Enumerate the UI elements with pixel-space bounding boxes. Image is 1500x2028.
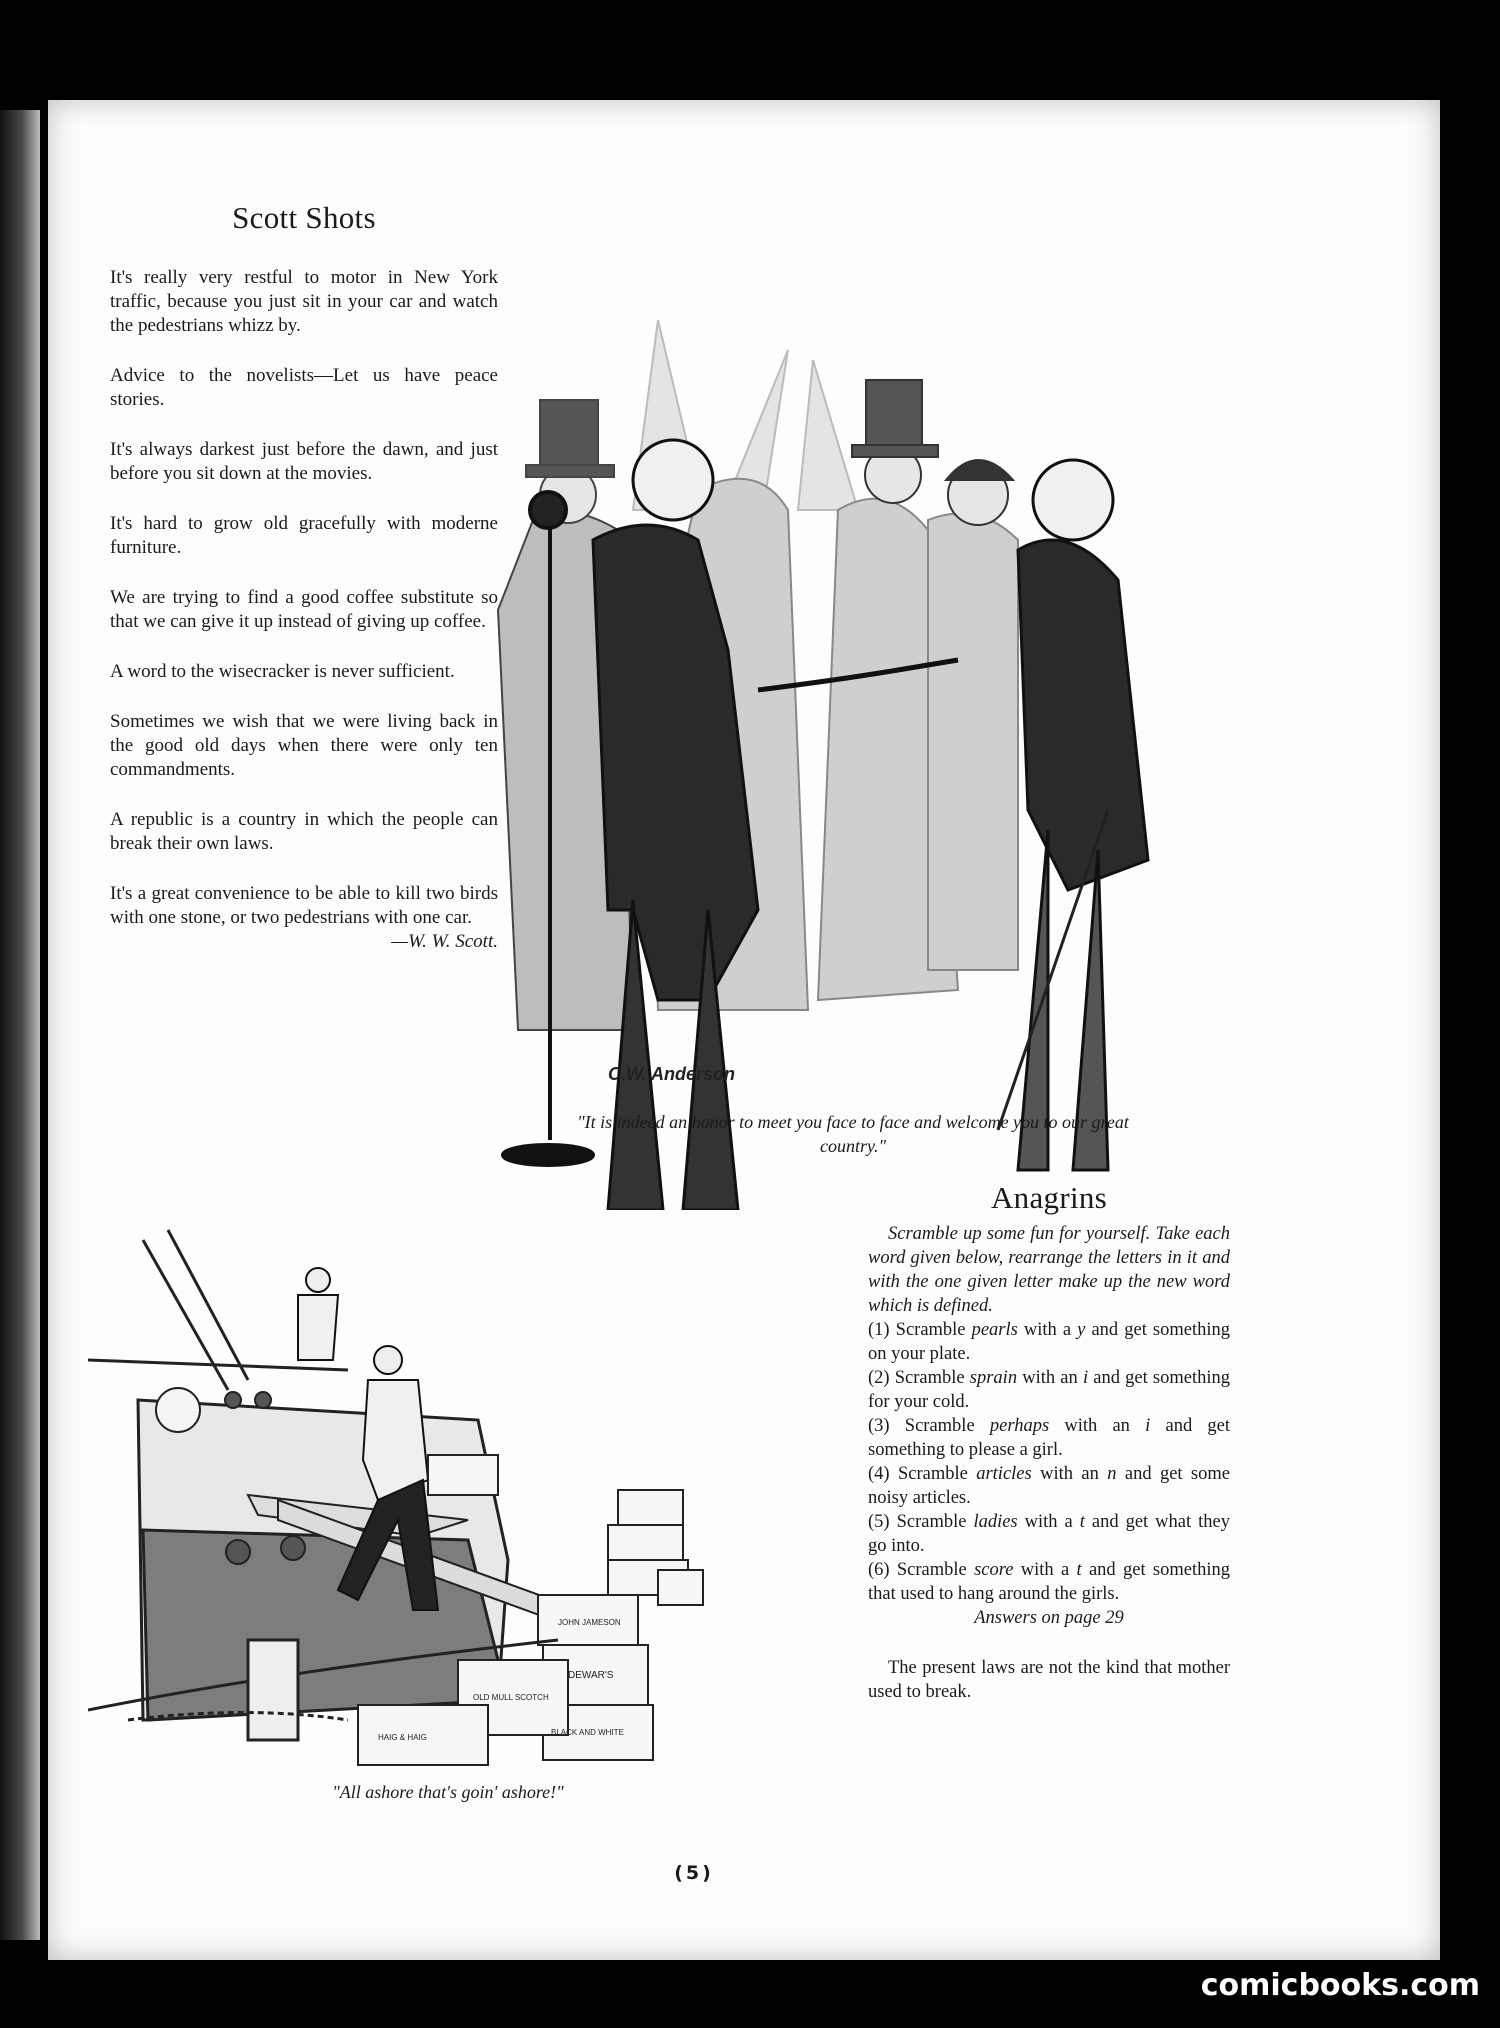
artist-signature: C.W. Anderson <box>608 1064 735 1084</box>
crate-label-black-white: BLACK AND WHITE <box>551 1728 624 1737</box>
joke-paragraph: It's really very restful to motor in New York traffic, because you just sit in your car and watch the pedestrians whizz by. <box>110 267 498 336</box>
welcome-caption: "It is indeed an honor to meet you face to face and welcome you to our great country." <box>577 1112 1129 1156</box>
anagrin-item: (3) Scramble perhaps with an i and get something to please a girl. <box>868 1416 1231 1460</box>
author-signature: —W. W. Scott. <box>391 931 498 952</box>
crate-label-haig: HAIG & HAIG <box>378 1733 427 1742</box>
anagrins-title: Anagrins <box>990 1180 1108 1215</box>
ship-caption: "All ashore that's goin' ashore!" <box>332 1782 564 1802</box>
page-number: (5) <box>674 1862 714 1884</box>
ship-cartoon-drawing <box>88 1200 888 1770</box>
scott-shots-column <box>110 200 498 980</box>
joke-paragraph: It's hard to grow old gracefully with moderne furniture. <box>110 513 498 558</box>
scott-shots-title: Scott Shots <box>232 200 376 235</box>
joke-paragraph: A republic is a country in which the people can break their own laws. <box>110 809 498 854</box>
joke-paragraph: We are trying to find a good coffee substitute so that we can give it up instead of giving up coffee. <box>110 587 498 632</box>
book-spine <box>0 110 40 1940</box>
welcome-cartoon <box>458 210 1278 1210</box>
joke-paragraph: Advice to the novelists—Let us have peace stories. <box>110 365 498 410</box>
anagrin-item: (5) Scramble ladies with a t and get what they go into. <box>868 1512 1230 1556</box>
answers-note: Answers on page 29 <box>974 1608 1124 1628</box>
anagrin-item: (1) Scramble pearls with a y and get something on your plate. <box>868 1320 1230 1364</box>
anagrins-puzzle <box>868 1222 1230 1704</box>
joke-paragraph: It's always darkest just before the dawn, and just before you sit down at the movies. <box>110 439 498 484</box>
watermark: comicbooks.com <box>1200 1968 1480 2003</box>
joke-paragraph: It's a great convenience to be able to kill two birds with one stone, or two pedestrians with one car. <box>110 883 498 928</box>
crate-label-jameson: JOHN JAMESON <box>558 1618 621 1627</box>
crate-label-old-mull: OLD MULL SCOTCH <box>473 1693 549 1702</box>
welcome-cartoon-drawing <box>458 210 1278 1210</box>
magazine-page <box>48 100 1440 1960</box>
anagrins-column <box>868 1180 1230 1704</box>
joke-paragraph: A word to the wisecracker is never sufficient. <box>110 661 455 682</box>
joke-paragraph: Sometimes we wish that we were living back in the good old days when there were only ten commandments. <box>110 711 498 780</box>
filler-joke: The present laws are not the kind that mother used to break. <box>868 1658 1230 1702</box>
anagrin-item: (4) Scramble articles with an n and get some noisy articles. <box>868 1464 1230 1508</box>
anagrin-item: (6) Scramble score with a t and get something that used to hang around the girls. <box>868 1560 1230 1604</box>
anagrin-item: (2) Scramble sprain with an i and get something for your cold. <box>868 1368 1230 1412</box>
ship-cartoon <box>88 1200 888 1770</box>
crate-label-dewars: DEWAR'S <box>568 1670 614 1681</box>
anagrins-intro: Scramble up some fun for yourself. Take each word given below, rearrange the letters in it and with the one given letter make up the new word which is defined. <box>868 1224 1230 1316</box>
